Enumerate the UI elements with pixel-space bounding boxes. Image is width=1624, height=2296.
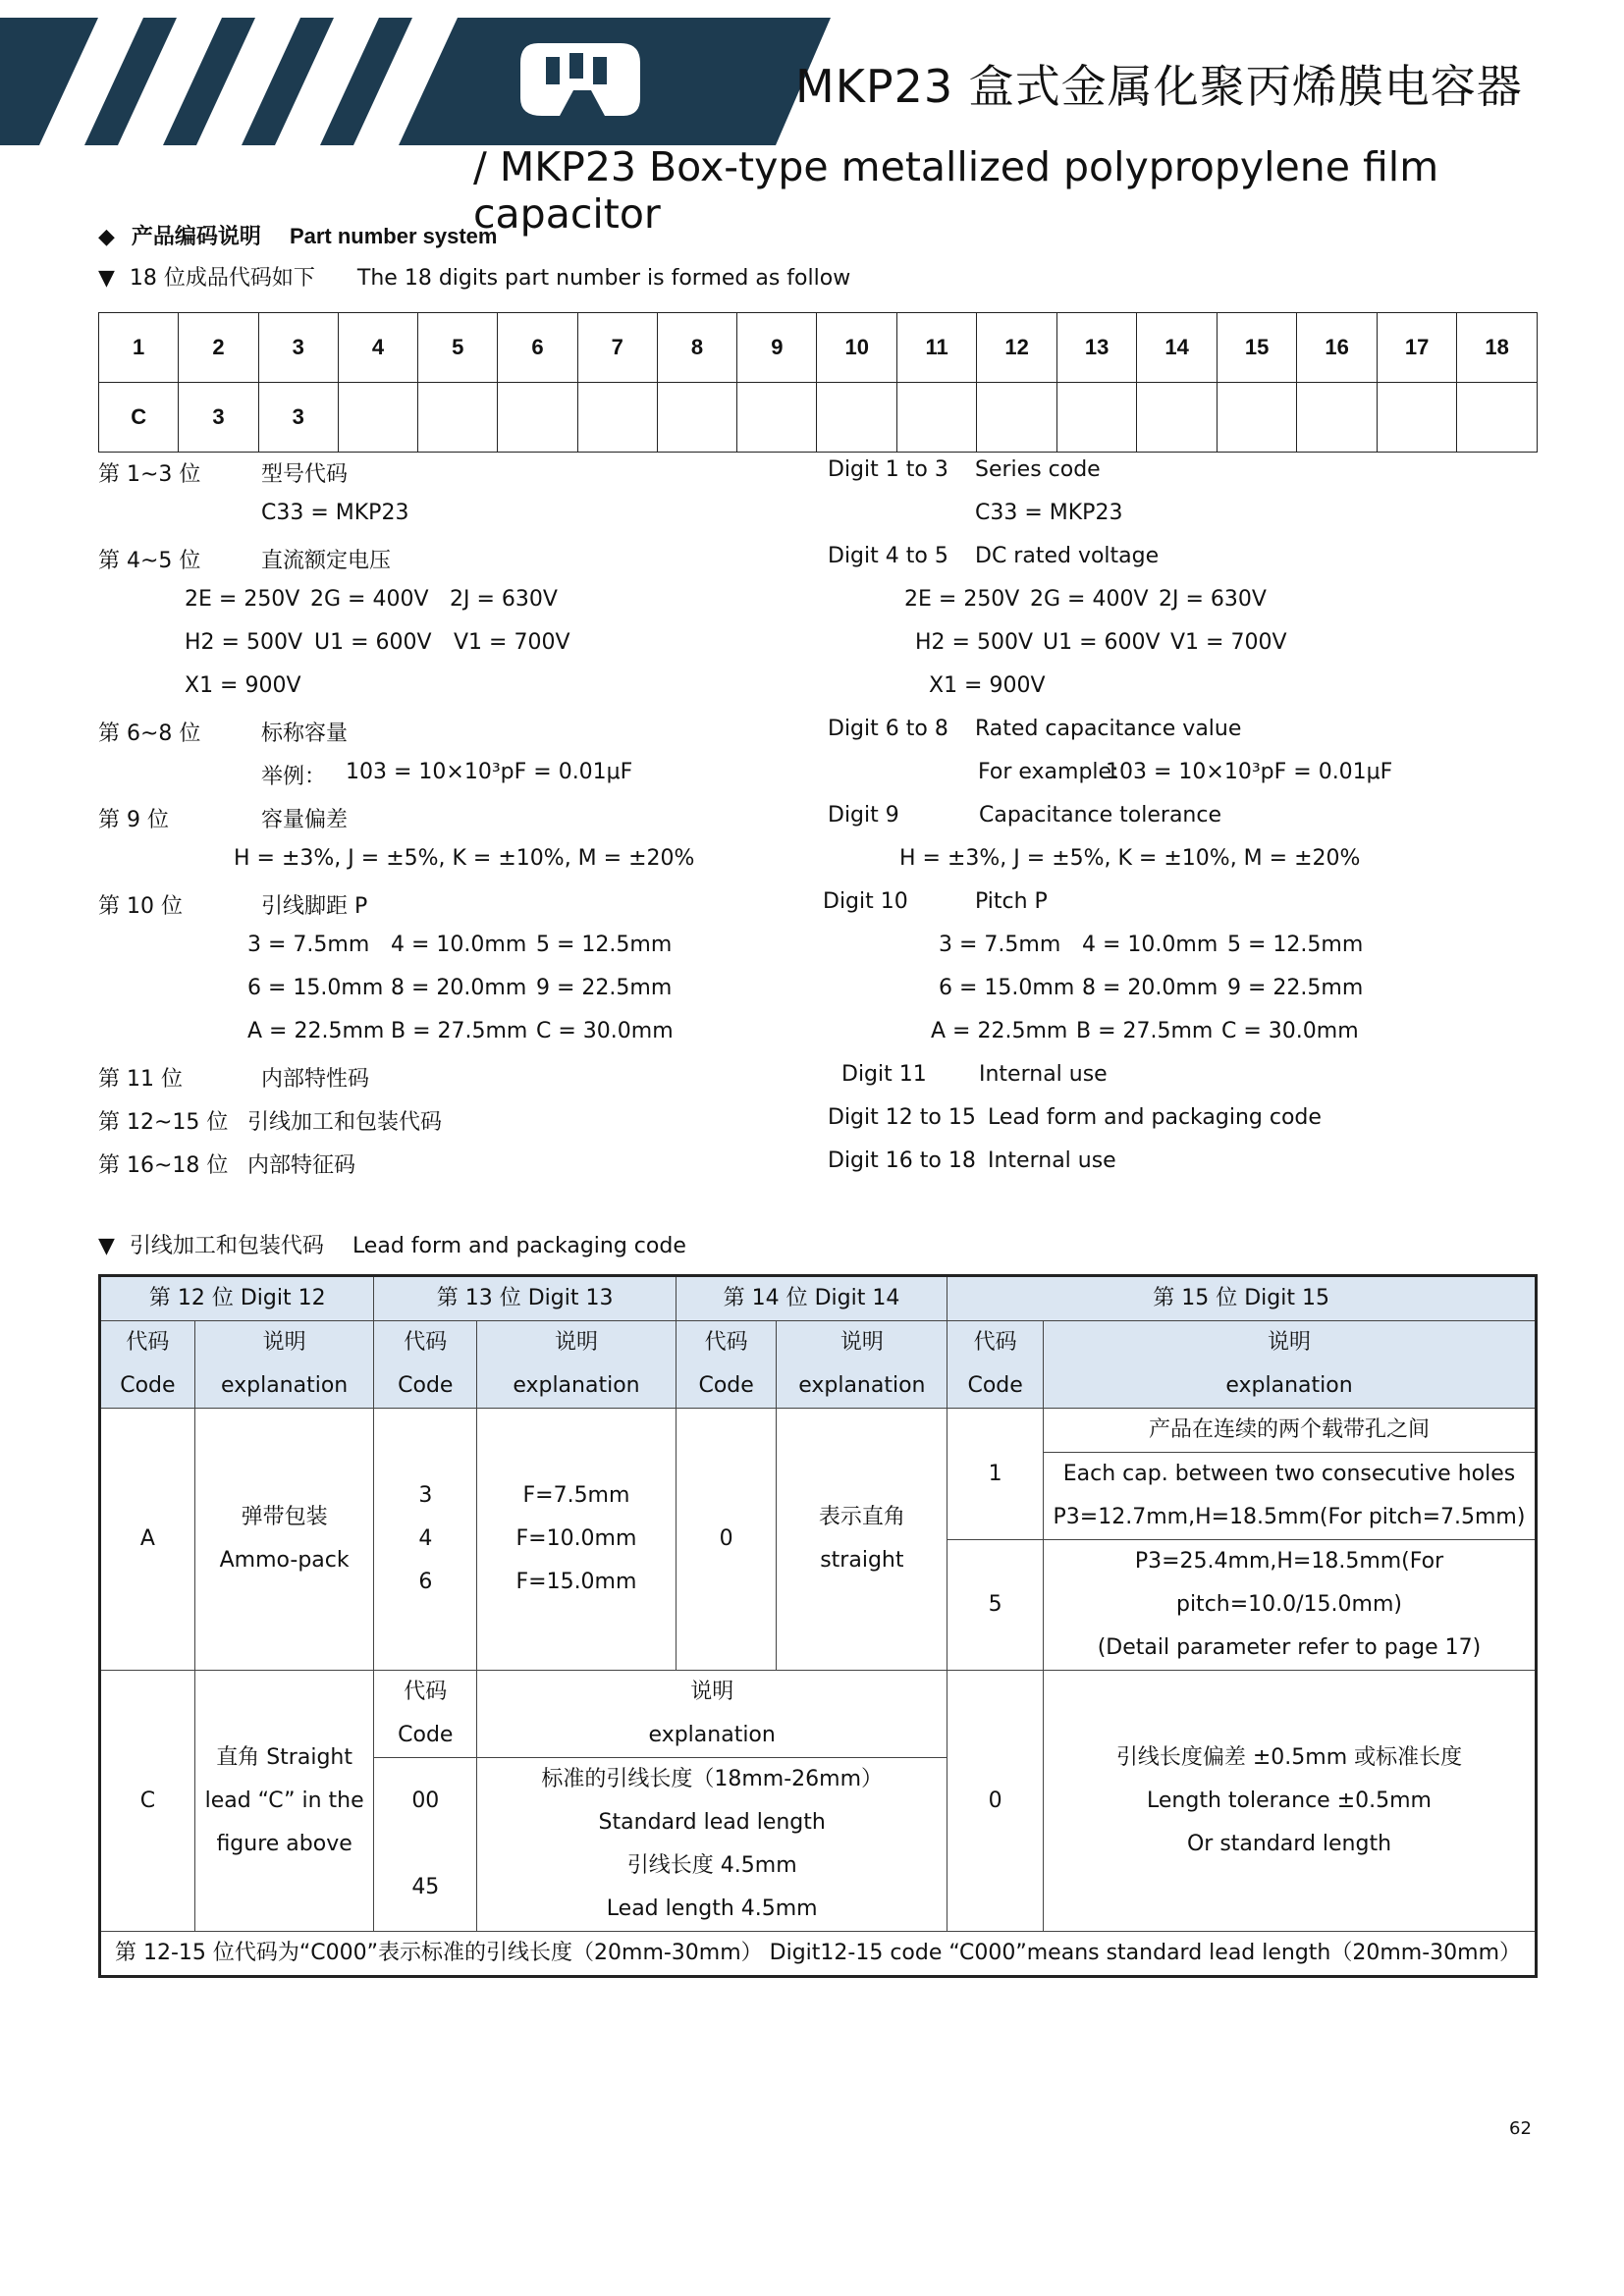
ammo-pack-cell: 弹带包装 Ammo-pack: [194, 1409, 374, 1671]
digit15-header: 第 15 位 Digit 15: [947, 1276, 1537, 1321]
page-number: 62: [1509, 2118, 1532, 2139]
d15-1-cn: 产品在连续的两个载带孔之间: [1044, 1409, 1537, 1453]
value-cell: [817, 383, 896, 453]
title-cn: MKP23 盒式金属化聚丙烯膜电容器: [795, 60, 1523, 113]
value-cell: [1137, 383, 1217, 453]
pitch-values: F=7.5mm F=10.0mm F=15.0mm: [477, 1409, 677, 1671]
digit13-header: 第 13 位 Digit 13: [374, 1276, 676, 1321]
digit-cell: 12: [977, 313, 1056, 383]
code-0: 0: [676, 1409, 777, 1671]
value-cell: [977, 383, 1056, 453]
straight-lead-cell: 直角 Straight lead “C” in the figure above: [194, 1671, 374, 1932]
code-header: 代码 Code: [947, 1321, 1044, 1409]
value-cell: [1457, 383, 1538, 453]
section-subheading: ▼ 18 位成品代码如下 The 18 digits part number is formed as follow: [98, 266, 851, 291]
code-5: 5: [947, 1540, 1044, 1671]
digit-cell: 13: [1056, 313, 1136, 383]
digit-cell: 16: [1297, 313, 1377, 383]
lead-form-heading: ▼ 引线加工和包装代码 Lead form and packaging code: [98, 1234, 686, 1258]
code-00: 00: [374, 1758, 477, 1845]
digit-cell: 14: [1137, 313, 1217, 383]
digit-cell: 6: [498, 313, 577, 383]
sub-code-header: 代码 Code: [374, 1671, 477, 1758]
pitch-codes: 3 4 6: [374, 1409, 477, 1671]
code-header: 代码 Code: [374, 1321, 477, 1409]
value-cell: C: [99, 383, 179, 453]
code-a: A: [100, 1409, 195, 1671]
value-cell: 3: [258, 383, 338, 453]
value-row: [99, 383, 1538, 453]
digit-cell: 1: [99, 313, 179, 383]
digit-cell: 9: [737, 313, 817, 383]
digit14-header: 第 14 位 Digit 14: [676, 1276, 947, 1321]
explanation-header: 说明 explanation: [1044, 1321, 1537, 1409]
value-cell: [737, 383, 817, 453]
code-c: C: [100, 1671, 195, 1932]
table-footer-note: 第 12-15 位代码为“C000”表示标准的引线长度（20mm-30mm） Digit12-15 code “C000”means standard lead length（20mm-30mm）: [100, 1932, 1537, 1977]
value-cell: [418, 383, 498, 453]
code-0-d15: 0: [947, 1671, 1044, 1932]
diamond-bullet-icon: ◆: [98, 225, 115, 249]
value-cell: 3: [179, 383, 258, 453]
lead-length-cell: 引线长度 4.5mm Lead length 4.5mm: [477, 1844, 947, 1932]
part-number-table: [98, 312, 1538, 453]
straight-cell: 表示直角 straight: [777, 1409, 947, 1671]
triangle-bullet-icon: ▼: [98, 1234, 115, 1258]
section-heading: ◆ 产品编码说明 Part number system: [98, 224, 498, 249]
value-cell: [896, 383, 976, 453]
digit-cell: 4: [338, 313, 417, 383]
triangle-bullet-icon: ▼: [98, 266, 115, 291]
value-cell: [1217, 383, 1296, 453]
value-cell: [338, 383, 417, 453]
explanation-header: 说明 explanation: [194, 1321, 374, 1409]
digit-cell: 2: [179, 313, 258, 383]
explanation-header: 说明 explanation: [477, 1321, 677, 1409]
value-cell: [1377, 383, 1456, 453]
digit-cell: 15: [1217, 313, 1296, 383]
digit-cell: 7: [577, 313, 657, 383]
digit12-header: 第 12 位 Digit 12: [100, 1276, 374, 1321]
length-tolerance-cell: 引线长度偏差 ±0.5mm 或标准长度 Length tolerance ±0.5mm Or standard length: [1044, 1671, 1537, 1932]
code-header: 代码 Code: [100, 1321, 195, 1409]
digit-cell: 5: [418, 313, 498, 383]
code-1: 1: [947, 1409, 1044, 1540]
value-cell: [577, 383, 657, 453]
digit-cell: 11: [896, 313, 976, 383]
value-cell: [498, 383, 577, 453]
standard-length-cell: 标准的引线长度（18mm-26mm） Standard lead length: [477, 1758, 947, 1845]
digit-cell: 8: [657, 313, 736, 383]
d15-1-en: Each cap. between two consecutive holes P3=12.7mm,H=18.5mm(For pitch=7.5mm): [1044, 1453, 1537, 1540]
digit-cell: 18: [1457, 313, 1538, 383]
sub-explanation-header: 说明 explanation: [477, 1671, 947, 1758]
digit-cell: 10: [817, 313, 896, 383]
digit-row: [99, 313, 1538, 383]
title-en: / MKP23 Box-type metallized polypropylene film capacitor: [473, 143, 1439, 238]
code-header: 代码 Code: [676, 1321, 777, 1409]
d15-5-en: P3=25.4mm,H=18.5mm(For pitch=10.0/15.0mm) (Detail parameter refer to page 17): [1044, 1540, 1537, 1671]
lead-form-table: [98, 1274, 1538, 1978]
value-cell: [1056, 383, 1136, 453]
value-cell: [1297, 383, 1377, 453]
value-cell: [657, 383, 736, 453]
code-45: 45: [374, 1844, 477, 1932]
digit-cell: 17: [1377, 313, 1456, 383]
digit-cell: 3: [258, 313, 338, 383]
explanation-header: 说明 explanation: [777, 1321, 947, 1409]
